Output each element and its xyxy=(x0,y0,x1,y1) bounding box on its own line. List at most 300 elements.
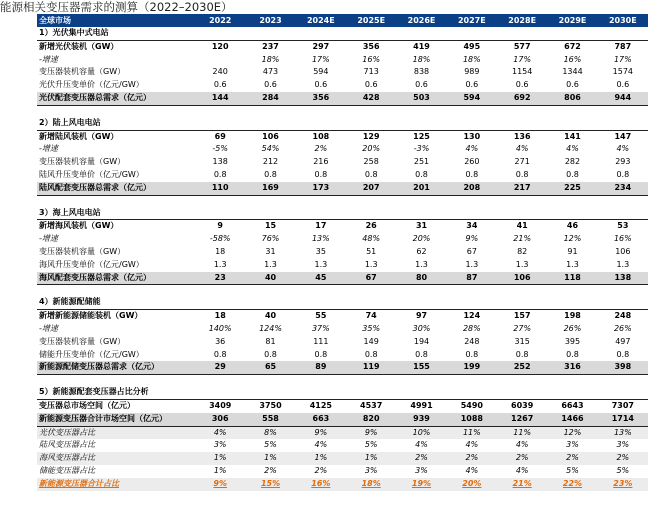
value-cell: 22% xyxy=(547,478,597,491)
table-row xyxy=(37,413,648,426)
value-cell: 473 xyxy=(262,67,279,77)
row-label: 光伏变压器占比 xyxy=(37,426,195,439)
value-cell: 129 xyxy=(346,130,396,143)
value-cell: 194 xyxy=(413,336,430,346)
row-label: 海风配套变压器总需求（亿元） xyxy=(37,272,195,285)
value-cell: 155 xyxy=(396,361,446,374)
value-cell: 503 xyxy=(396,92,446,105)
empty-cell xyxy=(296,117,346,130)
value-cell: 1% xyxy=(213,465,227,475)
value-cell: 0.8 xyxy=(515,169,529,179)
row-label: 新增海风装机（GW） xyxy=(37,220,195,233)
row-label: -增速 xyxy=(39,54,58,64)
value-cell: 9% xyxy=(346,426,396,439)
table-row xyxy=(37,478,648,491)
value-cell: 5% xyxy=(364,440,378,450)
value-cell: 1% xyxy=(346,452,396,465)
value-cell: 558 xyxy=(245,413,295,426)
value-cell: 29 xyxy=(195,361,245,374)
value-cell: 1.3 xyxy=(465,259,479,269)
value-cell: 12% xyxy=(547,426,597,439)
empty-cell xyxy=(447,296,497,309)
table-row xyxy=(37,130,648,143)
value-cell: 18% xyxy=(462,54,481,64)
row-label: 变压器装机容量（GW） xyxy=(39,246,126,256)
value-cell: 0.6 xyxy=(616,80,630,90)
table-row xyxy=(37,272,648,285)
value-cell: 419 xyxy=(396,40,446,53)
value-cell: 3% xyxy=(566,440,579,450)
value-cell: 5% xyxy=(264,440,277,450)
value-cell: 11% xyxy=(447,426,497,439)
value-cell: 216 xyxy=(313,157,329,167)
value-cell: 55 xyxy=(296,310,346,323)
header-year-cell: 2025E xyxy=(346,14,396,27)
value-cell: 108 xyxy=(296,130,346,143)
table-row xyxy=(37,310,648,323)
empty-cell xyxy=(447,117,497,130)
value-cell: 594 xyxy=(447,92,497,105)
value-cell: 91 xyxy=(567,246,578,256)
table-row xyxy=(37,169,648,182)
value-cell: 111 xyxy=(313,336,329,346)
value-cell: 356 xyxy=(296,92,346,105)
value-cell: 106 xyxy=(615,246,631,256)
value-cell: 4% xyxy=(415,440,428,450)
value-cell: 0.8 xyxy=(415,349,428,359)
spacer-cell xyxy=(37,105,648,117)
value-cell: 15 xyxy=(245,220,295,233)
value-cell: 173 xyxy=(296,182,346,195)
value-cell: 74 xyxy=(346,310,396,323)
value-cell: 594 xyxy=(313,67,329,77)
spacer-row xyxy=(37,285,648,297)
empty-cell xyxy=(497,207,547,220)
empty-cell xyxy=(547,207,597,220)
empty-cell xyxy=(396,27,446,40)
value-cell: 82 xyxy=(517,246,528,256)
value-cell: 252 xyxy=(497,361,547,374)
value-cell: 1.3 xyxy=(415,259,428,269)
value-cell: 497 xyxy=(615,336,631,346)
value-cell: 97 xyxy=(396,310,446,323)
value-cell: 4% xyxy=(515,465,529,475)
table-row xyxy=(37,54,648,67)
value-cell: 23 xyxy=(195,272,245,285)
value-cell: 16% xyxy=(613,234,632,244)
value-cell: 9% xyxy=(465,234,479,244)
row-label: 光伏升压变单价（亿元/GW） xyxy=(39,80,144,90)
value-cell: 2% xyxy=(314,144,328,154)
value-cell: 34 xyxy=(447,220,497,233)
value-cell: 54% xyxy=(261,144,280,154)
row-label: 变压器装机容量（GW） xyxy=(39,336,126,346)
value-cell: 4% xyxy=(465,465,479,475)
value-cell: 3% xyxy=(415,465,428,475)
value-cell: 27% xyxy=(513,323,532,333)
section-heading-row xyxy=(37,296,648,309)
value-cell: 713 xyxy=(363,67,379,77)
spacer-cell xyxy=(37,195,648,207)
value-cell: 1574 xyxy=(612,67,633,77)
value-cell: 258 xyxy=(363,157,379,167)
empty-cell xyxy=(598,27,648,40)
value-cell: 1.3 xyxy=(616,259,630,269)
value-cell: 201 xyxy=(396,182,446,195)
table-row xyxy=(37,323,648,336)
page-title: 能源相关变压器需求的测算（2022–2030E） xyxy=(0,0,233,14)
value-cell: 69 xyxy=(195,130,245,143)
value-cell: 1.3 xyxy=(213,259,227,269)
value-cell: 21% xyxy=(497,478,547,491)
value-cell: 48% xyxy=(362,234,381,244)
empty-cell xyxy=(547,386,597,399)
value-cell: 10% xyxy=(396,426,446,439)
value-cell: 1466 xyxy=(547,413,597,426)
row-label: 4）新能源配储能 xyxy=(39,297,101,307)
row-label: 新能源配储变压器总需求（亿元） xyxy=(37,361,195,374)
value-cell: 106 xyxy=(497,272,547,285)
value-cell: 141 xyxy=(547,130,597,143)
value-cell: 67 xyxy=(466,246,477,256)
value-cell: 2% xyxy=(396,452,446,465)
value-cell: 0.6 xyxy=(465,80,479,90)
table-row xyxy=(37,439,648,452)
table-row xyxy=(37,361,648,374)
empty-cell xyxy=(195,117,245,130)
value-cell: 240 xyxy=(212,67,228,77)
value-cell: 225 xyxy=(547,182,597,195)
table-header-row xyxy=(37,14,648,27)
row-label: 新增陆风装机（GW） xyxy=(37,130,195,143)
empty-cell xyxy=(195,386,245,399)
value-cell: 9% xyxy=(296,426,346,439)
value-cell: 7307 xyxy=(598,399,648,412)
value-cell: 806 xyxy=(547,92,597,105)
value-cell: 297 xyxy=(296,40,346,53)
value-cell: 0.6 xyxy=(566,80,579,90)
value-cell: 0.8 xyxy=(314,169,328,179)
value-cell: 0.6 xyxy=(264,80,277,90)
value-cell: 0.8 xyxy=(213,169,227,179)
value-cell: 1% xyxy=(245,452,295,465)
value-cell: 0.6 xyxy=(314,80,328,90)
value-cell: 16% xyxy=(362,54,381,64)
empty-cell xyxy=(598,296,648,309)
value-cell: 237 xyxy=(245,40,295,53)
empty-cell xyxy=(447,386,497,399)
header-year-cell: 2024E xyxy=(296,14,346,27)
value-cell: 0.8 xyxy=(616,349,630,359)
table-row xyxy=(37,182,648,195)
empty-cell xyxy=(195,296,245,309)
value-cell: 0.8 xyxy=(364,169,378,179)
value-cell: 306 xyxy=(195,413,245,426)
value-cell: 130 xyxy=(447,130,497,143)
row-label: 新增新能源储能装机（GW） xyxy=(37,310,195,323)
value-cell: 124 xyxy=(447,310,497,323)
empty-cell xyxy=(296,296,346,309)
value-cell: 40 xyxy=(245,272,295,285)
empty-cell xyxy=(245,27,295,40)
value-cell: -58% xyxy=(209,234,231,244)
value-cell: 217 xyxy=(497,182,547,195)
spacer-cell xyxy=(37,285,648,297)
value-cell: 0.8 xyxy=(264,169,277,179)
empty-cell xyxy=(346,386,396,399)
spacer-row xyxy=(37,375,648,387)
value-cell: 0.8 xyxy=(213,349,227,359)
value-cell: 41 xyxy=(497,220,547,233)
value-cell: 2% xyxy=(598,452,648,465)
value-cell: 2% xyxy=(447,452,497,465)
value-cell: 3% xyxy=(213,440,227,450)
value-cell: 11% xyxy=(497,426,547,439)
value-cell: 4% xyxy=(515,440,529,450)
empty-cell xyxy=(296,27,346,40)
row-label: 海风变压器占比 xyxy=(37,452,195,465)
value-cell: 65 xyxy=(245,361,295,374)
table-row xyxy=(37,399,648,412)
value-cell: -3% xyxy=(413,144,430,154)
value-cell: 260 xyxy=(464,157,480,167)
value-cell: 2% xyxy=(314,465,328,475)
value-cell: 4% xyxy=(566,144,579,154)
empty-cell xyxy=(195,27,245,40)
header-year-cell: 2030E xyxy=(598,14,648,27)
value-cell: 87 xyxy=(447,272,497,285)
value-cell: 234 xyxy=(598,182,648,195)
table-row xyxy=(37,259,648,272)
value-cell: 248 xyxy=(464,336,480,346)
value-cell: 577 xyxy=(497,40,547,53)
value-cell: 1344 xyxy=(562,67,583,77)
empty-cell xyxy=(547,117,597,130)
header-year-cell: 2022 xyxy=(195,14,245,27)
table-row xyxy=(37,79,648,92)
value-cell: 0.8 xyxy=(616,169,630,179)
value-cell: 495 xyxy=(447,40,497,53)
value-cell: 3% xyxy=(616,440,630,450)
value-cell: 26% xyxy=(563,323,582,333)
value-cell: 251 xyxy=(413,157,430,167)
section-heading-row xyxy=(37,386,648,399)
empty-cell xyxy=(598,386,648,399)
empty-cell xyxy=(245,117,295,130)
value-cell: 12% xyxy=(563,234,582,244)
empty-cell xyxy=(497,117,547,130)
value-cell: 67 xyxy=(346,272,396,285)
row-label: -增速 xyxy=(39,234,58,244)
value-cell: 1.3 xyxy=(264,259,277,269)
value-cell: 147 xyxy=(598,130,648,143)
empty-cell xyxy=(497,386,547,399)
header-year-cell: 2026E xyxy=(396,14,446,27)
value-cell: 13% xyxy=(598,426,648,439)
value-cell: 46 xyxy=(547,220,597,233)
value-cell: 62 xyxy=(416,246,427,256)
empty-cell xyxy=(346,27,396,40)
empty-cell xyxy=(346,296,396,309)
empty-cell xyxy=(245,296,295,309)
value-cell: 989 xyxy=(464,67,480,77)
value-cell: 2% xyxy=(497,452,547,465)
value-cell: 18 xyxy=(215,246,226,256)
value-cell: 0.8 xyxy=(364,349,378,359)
value-cell: 28% xyxy=(462,323,481,333)
value-cell: 118 xyxy=(547,272,597,285)
value-cell: 19% xyxy=(396,478,446,491)
row-label: 变压器装机容量（GW） xyxy=(39,67,126,77)
value-cell: 1714 xyxy=(598,413,648,426)
table-row xyxy=(37,452,648,465)
empty-cell xyxy=(396,207,446,220)
value-cell: 1.3 xyxy=(515,259,529,269)
value-cell: 1088 xyxy=(447,413,497,426)
value-cell: 26 xyxy=(346,220,396,233)
value-cell: 199 xyxy=(447,361,497,374)
value-cell: 395 xyxy=(564,336,581,346)
value-cell: 4537 xyxy=(346,399,396,412)
value-cell: 138 xyxy=(212,157,228,167)
value-cell: 0.8 xyxy=(314,349,328,359)
value-cell: 5% xyxy=(616,465,630,475)
empty-cell xyxy=(396,386,446,399)
section-heading-row xyxy=(37,207,648,220)
value-cell: 212 xyxy=(262,157,279,167)
value-cell: 31 xyxy=(265,246,276,256)
value-cell: 282 xyxy=(564,157,581,167)
header-year-cell: 2029E xyxy=(547,14,597,27)
table-row xyxy=(37,143,648,156)
value-cell: 6643 xyxy=(547,399,597,412)
row-label: 储能变压器占比 xyxy=(39,465,95,475)
value-cell: 1154 xyxy=(511,67,533,77)
empty-cell xyxy=(547,296,597,309)
value-cell: 0.6 xyxy=(415,80,428,90)
value-cell: 1.3 xyxy=(364,259,378,269)
value-cell: 428 xyxy=(346,92,396,105)
value-cell: 944 xyxy=(598,92,648,105)
row-label: 新能源变压器合计占比 xyxy=(37,478,195,491)
value-cell: 4991 xyxy=(396,399,446,412)
value-cell: 4% xyxy=(515,144,529,154)
empty-cell xyxy=(296,386,346,399)
value-cell: 5% xyxy=(566,465,579,475)
empty-cell xyxy=(598,207,648,220)
value-cell: 316 xyxy=(547,361,597,374)
value-cell: 0.6 xyxy=(364,80,378,90)
value-cell: 293 xyxy=(615,157,631,167)
empty-cell xyxy=(447,207,497,220)
row-label: 陆风升压变单价（亿元/GW） xyxy=(39,169,144,179)
value-cell: 939 xyxy=(396,413,446,426)
value-cell: 0.8 xyxy=(465,349,479,359)
table-row xyxy=(37,220,648,233)
value-cell: 89 xyxy=(296,361,346,374)
value-cell: 30% xyxy=(412,323,431,333)
value-cell: 1.3 xyxy=(566,259,579,269)
value-cell: 20% xyxy=(412,234,431,244)
value-cell: 2% xyxy=(547,452,597,465)
value-cell: 21% xyxy=(513,234,532,244)
value-cell: 3409 xyxy=(195,399,245,412)
empty-cell xyxy=(447,27,497,40)
table-row xyxy=(37,92,648,105)
row-label: 2）陆上风电电站 xyxy=(39,117,101,127)
row-label: 新能源变压器合计市场空间（亿元） xyxy=(37,413,195,426)
value-cell: 35% xyxy=(362,323,381,333)
value-cell: 356 xyxy=(346,40,396,53)
empty-cell xyxy=(497,27,547,40)
row-label: 新增光伏装机（GW） xyxy=(37,40,195,53)
row-label: 陆风配套变压器总需求（亿元） xyxy=(37,182,195,195)
value-cell: 0.6 xyxy=(213,80,227,90)
table-row xyxy=(37,40,648,53)
value-cell: 663 xyxy=(296,413,346,426)
row-label: 海风升压变单价（亿元/GW） xyxy=(39,259,144,269)
value-cell: 3% xyxy=(364,465,378,475)
value-cell: 248 xyxy=(598,310,648,323)
value-cell: 4% xyxy=(465,144,479,154)
table-row xyxy=(37,233,648,246)
value-cell: 120 xyxy=(195,40,245,53)
value-cell: 157 xyxy=(497,310,547,323)
value-cell: 284 xyxy=(245,92,295,105)
value-cell: 144 xyxy=(195,92,245,105)
table-row xyxy=(37,426,648,439)
value-cell: 0.8 xyxy=(264,349,277,359)
empty-cell xyxy=(195,207,245,220)
value-cell: 124% xyxy=(259,323,282,333)
value-cell: 31 xyxy=(396,220,446,233)
value-cell: 3750 xyxy=(245,399,295,412)
value-cell: 23% xyxy=(598,478,648,491)
empty-cell xyxy=(296,207,346,220)
value-cell: 1% xyxy=(296,452,346,465)
value-cell: 17% xyxy=(613,54,632,64)
value-cell: 36 xyxy=(215,336,226,346)
value-cell: 5490 xyxy=(447,399,497,412)
value-cell: 208 xyxy=(447,182,497,195)
header-year-cell: 2023 xyxy=(245,14,295,27)
value-cell: 53 xyxy=(598,220,648,233)
value-cell: 4% xyxy=(465,440,479,450)
empty-cell xyxy=(245,386,295,399)
value-cell: 35 xyxy=(315,246,326,256)
value-cell: 271 xyxy=(514,157,530,167)
value-cell: 20% xyxy=(362,144,381,154)
value-cell: 398 xyxy=(598,361,648,374)
value-cell: 18% xyxy=(346,478,396,491)
section-heading-row xyxy=(37,117,648,130)
empty-cell xyxy=(245,207,295,220)
value-cell xyxy=(195,54,245,67)
value-cell: 45 xyxy=(296,272,346,285)
empty-cell xyxy=(547,27,597,40)
value-cell: 80 xyxy=(396,272,446,285)
value-cell: 76% xyxy=(261,234,280,244)
section-heading-row xyxy=(37,27,648,40)
value-cell: 0.8 xyxy=(566,169,579,179)
header-year-cell: 2028E xyxy=(497,14,547,27)
value-cell: 2% xyxy=(264,465,277,475)
demand-table xyxy=(37,14,648,491)
empty-cell xyxy=(497,296,547,309)
value-cell: 17% xyxy=(311,54,330,64)
value-cell: 16% xyxy=(563,54,582,64)
value-cell: 40 xyxy=(245,310,295,323)
